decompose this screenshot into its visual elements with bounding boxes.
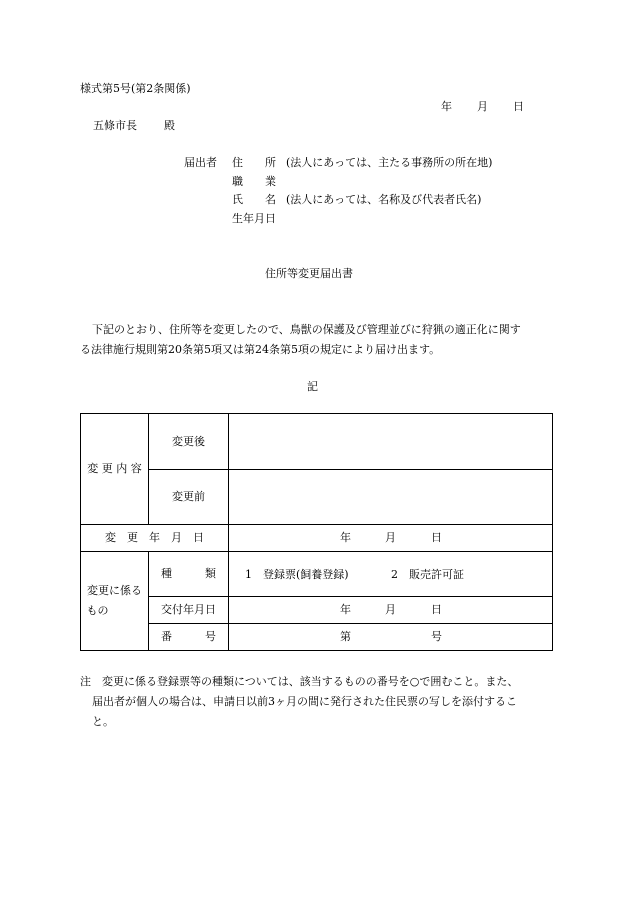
issue-date-year: 年 — [340, 603, 351, 616]
change-date-year: 年 — [340, 531, 351, 544]
footnote-line-2: 届出者が個人の場合は、申請日以前3ヶ月の間に発行された住民票の写しを添付するこ — [92, 695, 517, 708]
before-label: 変更前 — [149, 470, 229, 525]
number-suffix: 号 — [431, 630, 442, 643]
type-field[interactable] — [229, 552, 553, 597]
honorific: 殿 — [164, 119, 175, 132]
issue-date-day: 日 — [431, 603, 442, 616]
change-form-table — [80, 413, 553, 651]
related-label-line-2: もの — [86, 604, 109, 617]
birthdate-label: 生年月日 — [232, 212, 276, 225]
occupation-label: 職 業 — [232, 175, 276, 188]
form-number: 様式第5号(第2条関係) — [80, 82, 191, 95]
name-note: (法人にあっては、名称及び代表者氏名) — [286, 193, 482, 206]
change-date-month: 月 — [385, 531, 396, 544]
related-label-line-1: 変更に係る — [87, 584, 142, 597]
body-line-2: る法律施行規則第20条第5項又は第24条第5項の規定により届け出ます。 — [80, 343, 441, 356]
related-item-label — [81, 552, 149, 651]
footnote-line-3: と。 — [92, 715, 114, 728]
document-title: 住所等変更届出書 — [265, 267, 353, 280]
change-date-day: 日 — [431, 531, 442, 544]
date-day: 日 — [513, 100, 524, 113]
type-label: 種 類 — [149, 552, 229, 597]
addressee: 五條市長 — [93, 119, 137, 132]
body-line-1: 下記のとおり、住所等を変更したので、鳥獣の保護及び管理並びに狩猟の適正化に関す — [92, 323, 521, 336]
after-label: 変更後 — [149, 414, 229, 470]
before-value-field[interactable] — [229, 470, 553, 525]
number-field[interactable] — [229, 624, 553, 651]
applicant-label: 届出者 — [184, 156, 217, 169]
number-label: 番 号 — [149, 624, 229, 651]
change-date-field[interactable] — [229, 525, 553, 552]
change-date-label: 変 更 年 月 日 — [81, 525, 229, 552]
issue-date-field[interactable] — [229, 597, 553, 624]
footnote — [80, 672, 552, 732]
address-note: (法人にあっては、主たる事務所の所在地) — [286, 156, 493, 169]
change-content-label: 変 更 内 容 — [81, 414, 149, 525]
ki-heading: 記 — [307, 380, 318, 393]
after-value-field[interactable] — [229, 414, 553, 470]
number-prefix: 第 — [340, 630, 351, 643]
date-year: 年 — [441, 100, 452, 113]
type-option-1[interactable]: 1 登録票(飼養登録) — [245, 568, 349, 581]
date-month: 月 — [477, 100, 488, 113]
issue-date-month: 月 — [385, 603, 396, 616]
issue-date-label: 交付年月日 — [149, 597, 229, 624]
footnote-line-1: 注 変更に係る登録票等の種類については、該当するものの番号を○で囲むこと。また、 — [80, 675, 519, 688]
type-option-2[interactable]: 2 販売許可証 — [391, 568, 464, 581]
name-label: 氏 名 — [232, 193, 276, 206]
address-label: 住 所 — [232, 156, 276, 169]
